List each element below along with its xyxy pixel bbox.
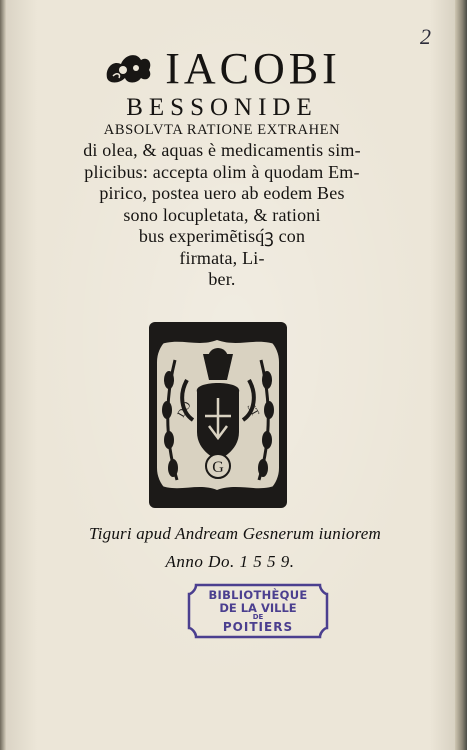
stamp-line-2: DE LA VILLE <box>219 601 297 615</box>
title-body-line: ber. <box>208 269 236 289</box>
library-stamp <box>186 582 330 640</box>
page-right-edge <box>455 0 467 750</box>
title-block <box>54 40 390 291</box>
stamp-line-4: POITIERS <box>222 620 294 634</box>
shelfmark-number: 2 <box>420 24 431 49</box>
title-body <box>54 140 390 291</box>
title-body-line: pirico, postea uero ab eodem Bes <box>99 183 345 203</box>
printers-device-emblem <box>147 320 289 510</box>
stamp-line-3: DE <box>252 613 264 621</box>
title-body-line: plicibus: accepta olim à quodam Em- <box>84 161 360 182</box>
fleuron-ornament-icon <box>103 48 155 88</box>
imprint-place-printer: Tiguri apud Andream Gesnerum iuniorem <box>89 524 381 543</box>
title-caps-line: ABSOLVTA RATIONE EXTRAHEN <box>103 122 341 138</box>
title-body-line: di olea, & aquas è medicamentis sim- <box>83 140 361 160</box>
title-body-line: bus experimẽtisq́ꝫ con <box>138 226 306 246</box>
author-name-first: IACOBI <box>165 43 341 93</box>
imprint-date: Anno Do. 1 5 5 9. <box>165 552 295 571</box>
emblem-initial: G <box>212 459 224 476</box>
title-body-line: sono locupletata, & rationi <box>123 204 321 225</box>
author-name-second: BESSONIDE <box>126 94 318 121</box>
title-body-line: firmata, Li- <box>179 247 265 268</box>
stamp-line-1: BIBLIOTHÈQUE <box>208 588 308 602</box>
page-left-edge <box>0 0 6 750</box>
emblem-motto-left: DO <box>175 399 194 420</box>
imprint <box>30 524 440 572</box>
emblem-motto-right: ST <box>244 401 262 419</box>
title-line-author <box>54 40 390 96</box>
